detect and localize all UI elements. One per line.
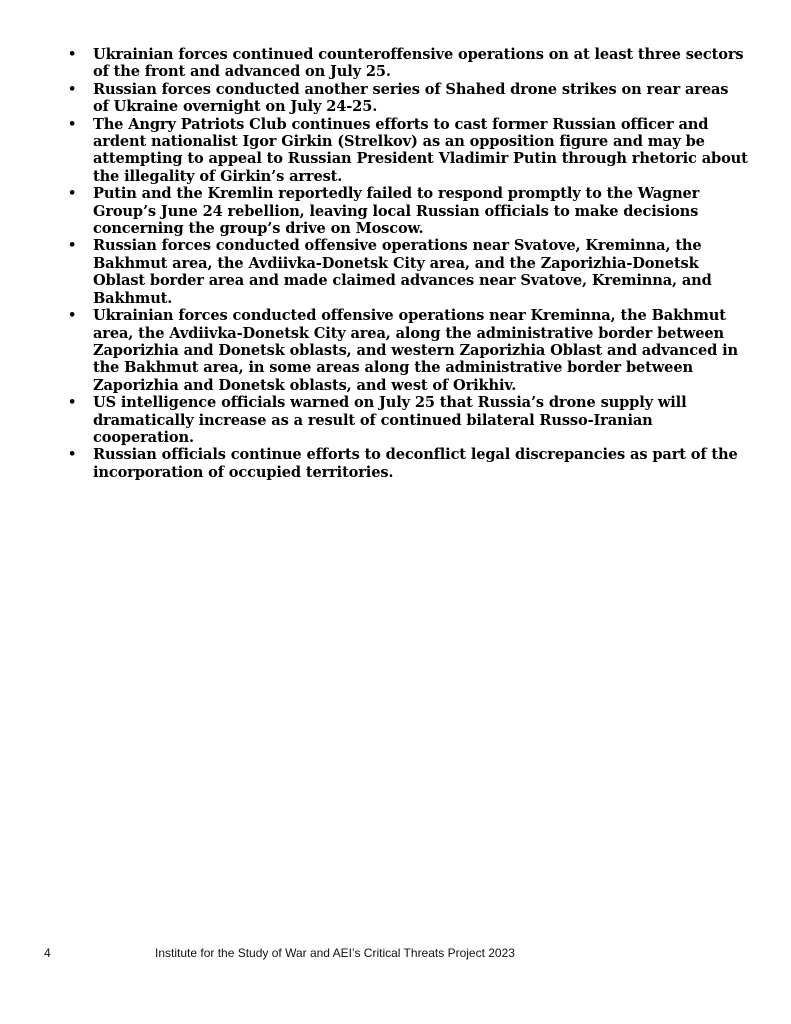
list-item-text: US intelligence officials warned on July 25 that Russia’s drone supply will dramatically increase as a result of continued bilateral Russo-Iranian cooperation. <box>93 394 687 446</box>
list-item <box>68 185 748 237</box>
list-item <box>68 446 748 481</box>
bullet-icon: • <box>68 395 77 411</box>
key-takeaways-list <box>68 46 748 481</box>
page-number: 4 <box>44 946 51 960</box>
list-item-text: Putin and the Kremlin reportedly failed to respond promptly to the Wagner Group’s June 24 rebellion, leaving local Russian officials to make decisions concerning the group’s drive on Moscow. <box>93 185 700 238</box>
list-item <box>68 237 748 307</box>
bullet-icon: • <box>68 116 77 132</box>
bullet-icon: • <box>68 47 77 62</box>
list-item <box>68 307 748 394</box>
list-item <box>68 116 748 186</box>
list-item-text: The Angry Patriots Club continues efforts to cast former Russian officer and ardent nationalist Igor Girkin (Strelkov) as an opposition figure and may be attempting to appeal to Russian President Vladimir Putin through rhetoric about the illegality of Girkin’s arrest. <box>93 115 748 185</box>
list-item <box>68 81 748 116</box>
footer-text: Institute for the Study of War and AEI’s Critical Threats Project 2023 <box>155 946 515 960</box>
bullet-icon: • <box>68 447 77 463</box>
bullet-icon: • <box>68 81 77 97</box>
list-item <box>68 46 748 81</box>
list-item-text: Ukrainian forces conducted offensive operations near Kreminna, the Bakhmut area, the Avdiivka-Donetsk City area, along the administrative border between Zaporizhia and Donetsk oblasts, and western Zaporizhia Oblast and advanced in the Bakhmut area, in some areas along the administrative border between Zaporizhia and Donetsk oblasts, and west of Orikhiv. <box>93 307 738 394</box>
list-item-text: Russian officials continue efforts to deconflict legal discrepancies as part of the incorporation of occupied territories. <box>93 446 738 481</box>
list-item-text: Russian forces conducted another series of Shahed drone strikes on rear areas of Ukraine overnight on July 24-25. <box>93 80 729 116</box>
list-item-text: Ukrainian forces continued counteroffensive operations on at least three sectors of the front and advanced on July 25. <box>93 46 744 81</box>
list-item-text: Russian forces conducted offensive operations near Svatove, Kreminna, the Bakhmut area, the Avdiivka-Donetsk City area, and the Zaporizhia-Donetsk Oblast border area and made claimed advances near Svatove, Kreminna, and Bakhmut. <box>93 237 712 307</box>
bullet-icon: • <box>68 186 77 202</box>
bullet-icon: • <box>68 308 77 324</box>
list-item <box>68 394 748 446</box>
bullet-icon: • <box>68 238 77 254</box>
